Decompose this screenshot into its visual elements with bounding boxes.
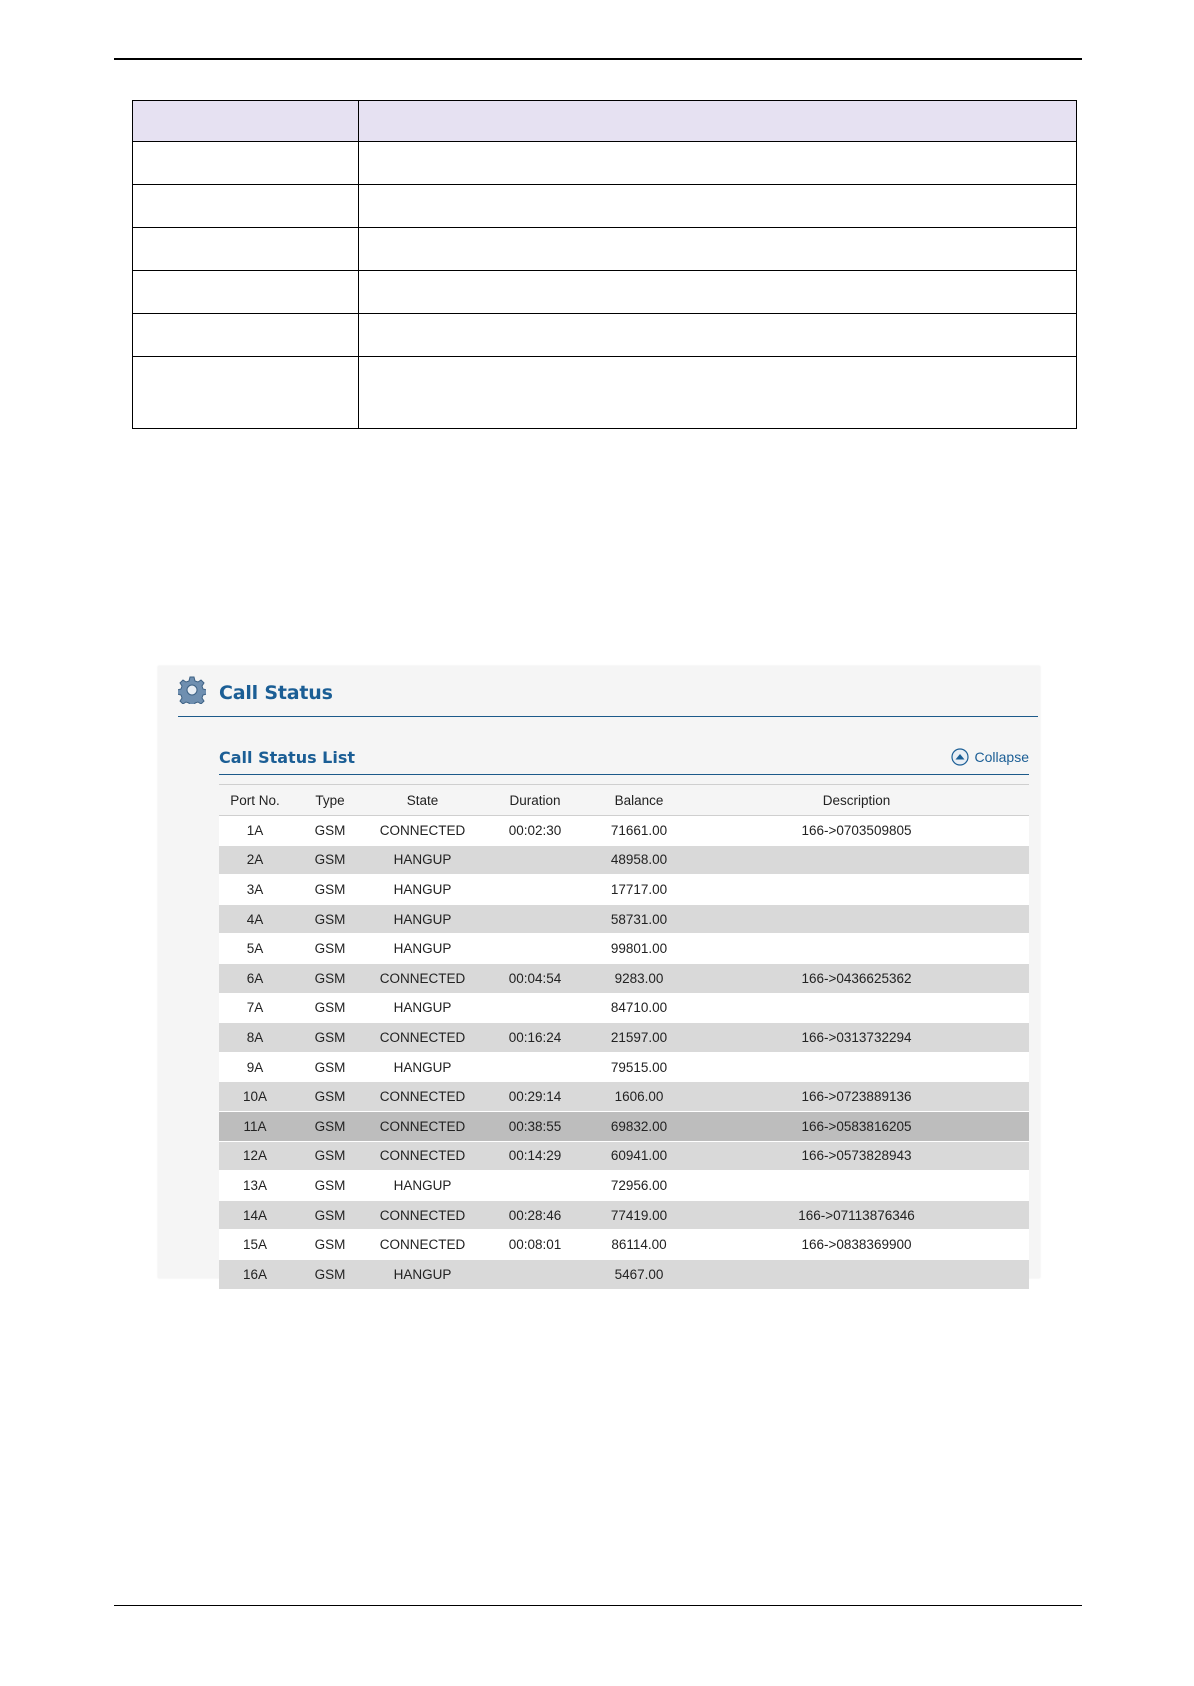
type-cell: GSM	[291, 875, 369, 905]
state-cell: HANGUP	[369, 1052, 476, 1082]
type-cell: GSM	[291, 993, 369, 1023]
parameter-table	[132, 100, 1077, 429]
section-title: Call Status List	[219, 748, 356, 767]
port-cell: 14A	[219, 1200, 291, 1230]
table-row[interactable]	[219, 1141, 1029, 1171]
call-status-table	[219, 784, 1029, 1290]
column-header: Type	[291, 785, 369, 816]
description-cell: 166->0723889136	[684, 1082, 1029, 1112]
balance-cell: 84710.00	[594, 993, 684, 1023]
duration-cell	[476, 904, 594, 934]
duration-cell	[476, 875, 594, 905]
duration-cell	[476, 1171, 594, 1201]
description-cell: 166->0583816205	[684, 1111, 1029, 1141]
duration-cell: 00:02:30	[476, 816, 594, 846]
state-cell: HANGUP	[369, 1259, 476, 1289]
description-cell: 166->0436625362	[684, 963, 1029, 993]
table-row[interactable]	[219, 1111, 1029, 1141]
balance-cell: 17717.00	[594, 875, 684, 905]
state-cell: HANGUP	[369, 1171, 476, 1201]
table-row[interactable]	[219, 993, 1029, 1023]
balance-cell: 99801.00	[594, 934, 684, 964]
duration-cell	[476, 993, 594, 1023]
duration-cell: 00:38:55	[476, 1111, 594, 1141]
state-cell: HANGUP	[369, 934, 476, 964]
state-cell: CONNECTED	[369, 963, 476, 993]
type-cell: GSM	[291, 1141, 369, 1171]
parameter-table-row	[133, 185, 1077, 228]
description-cell	[684, 1171, 1029, 1201]
gear-icon	[178, 676, 206, 704]
description-cell	[684, 934, 1029, 964]
balance-cell: 86114.00	[594, 1230, 684, 1260]
balance-cell: 60941.00	[594, 1141, 684, 1171]
duration-cell: 00:16:24	[476, 1023, 594, 1053]
state-cell: HANGUP	[369, 904, 476, 934]
state-cell: CONNECTED	[369, 816, 476, 846]
port-cell: 13A	[219, 1171, 291, 1201]
type-cell: GSM	[291, 1082, 369, 1112]
duration-cell: 00:28:46	[476, 1200, 594, 1230]
table-row[interactable]	[219, 1259, 1029, 1289]
table-row[interactable]	[219, 934, 1029, 964]
parameter-table-header	[133, 101, 1077, 142]
table-row[interactable]	[219, 1023, 1029, 1053]
duration-cell	[476, 1259, 594, 1289]
description-cell	[684, 845, 1029, 875]
state-cell: CONNECTED	[369, 1023, 476, 1053]
parameter-table-row	[133, 142, 1077, 185]
port-cell: 6A	[219, 963, 291, 993]
duration-cell	[476, 845, 594, 875]
port-cell: 4A	[219, 904, 291, 934]
duration-cell: 00:04:54	[476, 963, 594, 993]
balance-cell: 72956.00	[594, 1171, 684, 1201]
type-cell: GSM	[291, 1023, 369, 1053]
balance-cell: 69832.00	[594, 1111, 684, 1141]
duration-cell	[476, 1052, 594, 1082]
state-cell: CONNECTED	[369, 1111, 476, 1141]
column-header: Port No.	[219, 785, 291, 816]
panel-header	[178, 672, 1038, 717]
type-cell: GSM	[291, 934, 369, 964]
list-header	[219, 748, 1029, 775]
header-rule	[114, 58, 1082, 60]
state-cell: CONNECTED	[369, 1200, 476, 1230]
port-cell: 3A	[219, 875, 291, 905]
parameter-table-row	[133, 228, 1077, 271]
description-cell: 166->07113876346	[684, 1200, 1029, 1230]
column-header: Balance	[594, 785, 684, 816]
balance-cell: 21597.00	[594, 1023, 684, 1053]
port-cell: 15A	[219, 1230, 291, 1260]
port-cell: 5A	[219, 934, 291, 964]
type-cell: GSM	[291, 1111, 369, 1141]
balance-cell: 58731.00	[594, 904, 684, 934]
state-cell: CONNECTED	[369, 1141, 476, 1171]
type-cell: GSM	[291, 1200, 369, 1230]
port-cell: 16A	[219, 1259, 291, 1289]
balance-cell: 5467.00	[594, 1259, 684, 1289]
duration-cell: 00:29:14	[476, 1082, 594, 1112]
parameter-table-row	[133, 357, 1077, 429]
table-row[interactable]	[219, 963, 1029, 993]
description-cell: 166->0313732294	[684, 1023, 1029, 1053]
table-row[interactable]	[219, 816, 1029, 846]
duration-cell: 00:08:01	[476, 1230, 594, 1260]
balance-cell: 71661.00	[594, 816, 684, 846]
description-cell: 166->0573828943	[684, 1141, 1029, 1171]
type-cell: GSM	[291, 1230, 369, 1260]
port-cell: 11A	[219, 1111, 291, 1141]
state-cell: HANGUP	[369, 875, 476, 905]
footer-rule	[114, 1605, 1082, 1606]
balance-cell: 77419.00	[594, 1200, 684, 1230]
collapse-up-icon	[951, 748, 969, 766]
parameter-table-row	[133, 271, 1077, 314]
type-cell: GSM	[291, 1052, 369, 1082]
table-row[interactable]	[219, 1230, 1029, 1260]
description-cell	[684, 875, 1029, 905]
table-row[interactable]	[219, 1171, 1029, 1201]
description-cell	[684, 993, 1029, 1023]
column-header: State	[369, 785, 476, 816]
balance-cell: 1606.00	[594, 1082, 684, 1112]
port-cell: 2A	[219, 845, 291, 875]
state-cell: HANGUP	[369, 993, 476, 1023]
type-cell: GSM	[291, 963, 369, 993]
column-header: Description	[684, 785, 1029, 816]
port-cell: 8A	[219, 1023, 291, 1053]
page-title: Call Status	[219, 682, 333, 704]
column-header: Duration	[476, 785, 594, 816]
table-row[interactable]	[219, 875, 1029, 905]
description-cell	[684, 1259, 1029, 1289]
table-row[interactable]	[219, 1200, 1029, 1230]
table-row[interactable]	[219, 845, 1029, 875]
description-cell	[684, 1052, 1029, 1082]
balance-cell: 9283.00	[594, 963, 684, 993]
table-row[interactable]	[219, 904, 1029, 934]
port-cell: 10A	[219, 1082, 291, 1112]
description-cell	[684, 904, 1029, 934]
type-cell: GSM	[291, 904, 369, 934]
collapse-button[interactable]	[951, 748, 1029, 766]
call-status-screenshot	[158, 666, 1040, 1282]
state-cell: CONNECTED	[369, 1230, 476, 1260]
type-cell: GSM	[291, 1171, 369, 1201]
port-cell: 1A	[219, 816, 291, 846]
description-cell: 166->0703509805	[684, 816, 1029, 846]
type-cell: GSM	[291, 1259, 369, 1289]
balance-cell: 48958.00	[594, 845, 684, 875]
state-cell: CONNECTED	[369, 1082, 476, 1112]
table-row[interactable]	[219, 1052, 1029, 1082]
duration-cell: 00:14:29	[476, 1141, 594, 1171]
parameter-table-row	[133, 314, 1077, 357]
table-header-row	[219, 785, 1029, 816]
state-cell: HANGUP	[369, 845, 476, 875]
duration-cell	[476, 934, 594, 964]
type-cell: GSM	[291, 816, 369, 846]
table-row[interactable]	[219, 1082, 1029, 1112]
description-cell: 166->0838369900	[684, 1230, 1029, 1260]
port-cell: 12A	[219, 1141, 291, 1171]
collapse-label: Collapse	[974, 749, 1029, 765]
type-cell: GSM	[291, 845, 369, 875]
port-cell: 9A	[219, 1052, 291, 1082]
port-cell: 7A	[219, 993, 291, 1023]
balance-cell: 79515.00	[594, 1052, 684, 1082]
